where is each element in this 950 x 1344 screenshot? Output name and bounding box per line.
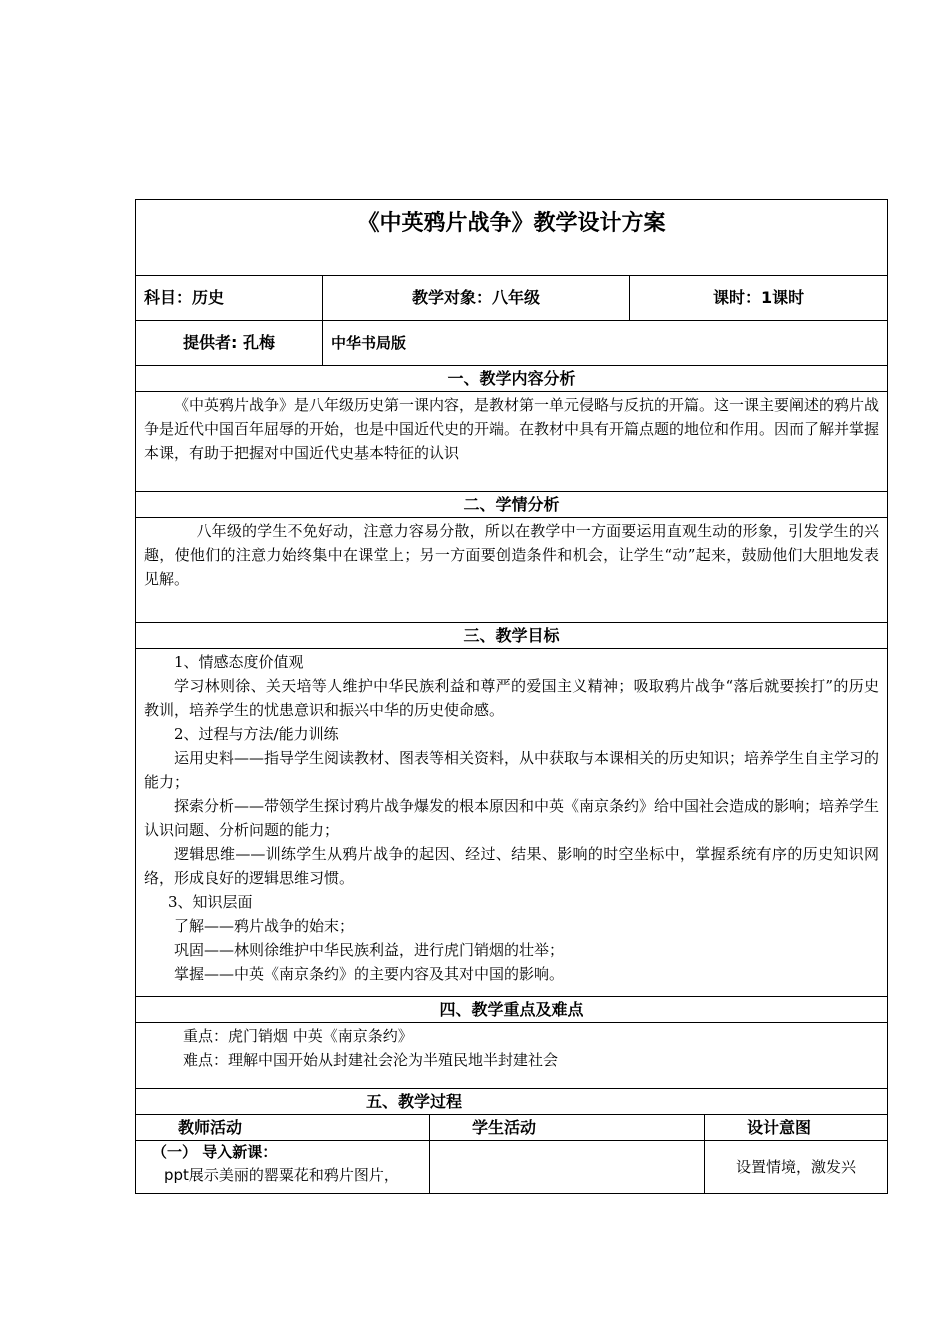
objective-3-c: 掌握——中英《南京条约》的主要内容及其对中国的影响。 xyxy=(174,965,565,983)
objective-3-b: 巩固——林则徐维护中华民族利益，进行虎门销烟的壮举； xyxy=(174,941,565,959)
difficulty-text: 难点：理解中国开始从封建社会沦为半殖民地半封建社会 xyxy=(183,1051,559,1069)
learner-analysis-body xyxy=(136,518,888,623)
edition-cell: 中华书局版 xyxy=(323,321,888,366)
subject-cell: 科目：历史 xyxy=(136,276,323,321)
col-head-student: 学生活动 xyxy=(430,1115,705,1141)
col-head-intent: 设计意图 xyxy=(705,1115,888,1141)
objective-1-text: 学习林则徐、关天培等人维护中华民族利益和尊严的爱国主义精神；吸取鸦片战争“落后就要挨打”的历史教训，培养学生的忧患意识和振兴中华的历史使命感。 xyxy=(144,677,880,719)
content-analysis-text: 《中英鸦片战争》是八年级历史第一课内容，是教材第一单元侵略与反抗的开篇。这一课主要阐述的鸦片战争是近代中国百年屈辱的开始，也是中国近代史的开端。在教材中具有开篇点题的地位和作用。因而了解并掌握本课，有助于把握对中国近代史基本特征的认识 xyxy=(144,396,880,462)
objectives-body xyxy=(136,649,888,997)
objective-3-a: 了解——鸦片战争的始末； xyxy=(174,917,355,935)
learner-analysis-text: 八年级的学生不免好动，注意力容易分散，所以在教学中一方面要运用直观生动的形象，引发学生的兴趣，使他们的注意力始终集中在课堂上；另一方面要创造条件和机会，让学生“动”起来，鼓励他们大胆地发表见解。 xyxy=(144,522,880,588)
section-heading-process: 五、教学过程 xyxy=(136,1089,888,1115)
document-title: 《中英鸦片战争》教学设计方案 xyxy=(136,200,888,276)
objective-2-c: 逻辑思维——训练学生从鸦片战争的起因、经过、结果、影响的时空坐标中，掌握系统有序的历史知识网络，形成良好的逻辑思维习惯。 xyxy=(144,845,880,887)
objective-2-title: 2、过程与方法/能力训练 xyxy=(174,725,339,743)
objective-2-b: 探索分析——带领学生探讨鸦片战争爆发的根本原因和中英《南京条约》给中国社会造成的影响；培养学生认识问题、分析问题的能力； xyxy=(144,797,880,839)
section-heading-key-points: 四、教学重点及难点 xyxy=(136,997,888,1023)
lesson-plan-table xyxy=(135,199,888,1194)
content-analysis-body xyxy=(136,392,888,492)
key-point-text: 重点：虎门销烟 中英《南京条约》 xyxy=(183,1027,413,1045)
period-cell: 课时：1课时 xyxy=(630,276,888,321)
step-1-text: ppt展示美丽的罂粟花和鸦片图片， xyxy=(164,1166,399,1184)
lesson-plan-document xyxy=(135,199,887,1194)
step-1-title: （一） 导入新课： xyxy=(152,1143,278,1161)
objective-3-title: 3、知识层面 xyxy=(168,893,253,911)
key-points-body xyxy=(136,1023,888,1089)
section-heading-content-analysis: 一、教学内容分析 xyxy=(136,366,888,392)
objective-2-a: 运用史料——指导学生阅读教材、图表等相关资料，从中获取与本课相关的历史知识；培养学生自主学习的能力； xyxy=(144,749,880,791)
section-heading-objectives: 三、教学目标 xyxy=(136,623,888,649)
provider-cell: 提供者: 孔梅 xyxy=(136,321,323,366)
step-1-intent: 设置情境，激发兴 xyxy=(705,1141,888,1194)
student-activity-cell xyxy=(430,1141,705,1194)
objective-1-title: 1、情感态度价值观 xyxy=(174,653,304,671)
col-head-teacher: 教师活动 xyxy=(136,1115,430,1141)
teacher-activity-cell xyxy=(136,1141,430,1194)
audience-cell: 教学对象：八年级 xyxy=(323,276,630,321)
section-heading-learner-analysis: 二、学情分析 xyxy=(136,492,888,518)
